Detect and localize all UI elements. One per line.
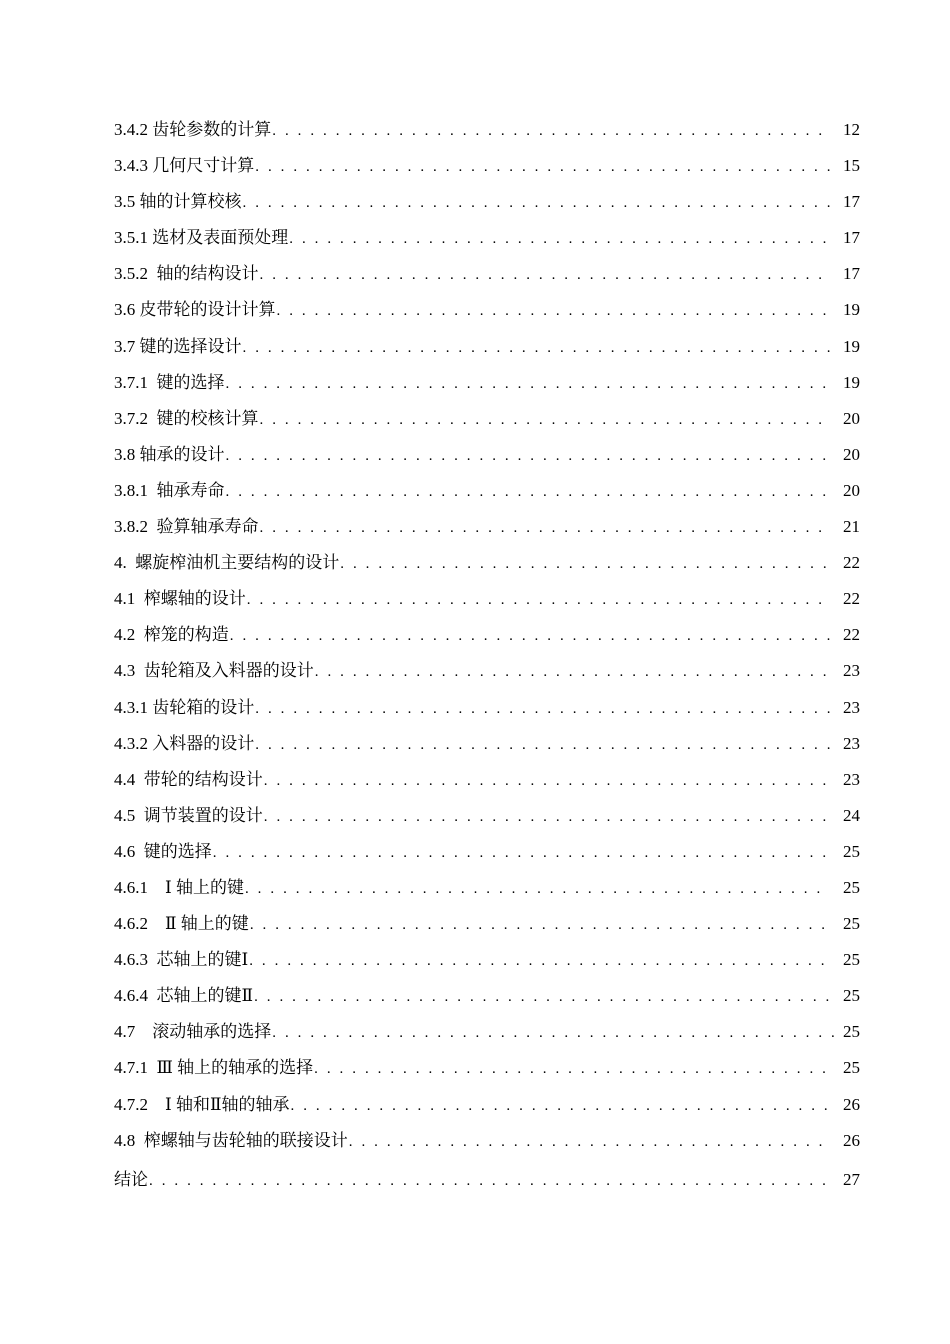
toc-entry-page: 17 (843, 264, 860, 284)
toc-leader (271, 113, 830, 148)
toc-entry-page: 22 (843, 553, 860, 573)
toc-entry-page: 25 (843, 950, 860, 970)
toc-entry-page: 20 (843, 444, 860, 464)
toc-entry-page: 20 (843, 408, 860, 428)
toc-entry[interactable] (114, 690, 860, 726)
toc-entry[interactable] (114, 256, 860, 292)
toc-entry-page: 15 (843, 156, 860, 176)
toc-entry-title: 4.7 滚动轴承的选择 (114, 1022, 272, 1042)
table-of-contents (114, 112, 860, 1198)
toc-entry[interactable] (114, 473, 860, 509)
toc-entry-title: 3.8.2 验算轴承寿命 (114, 517, 259, 537)
toc-entry[interactable] (114, 762, 860, 798)
toc-entry[interactable] (114, 112, 860, 148)
toc-entry-title: 3.7 键的选择设计 (114, 336, 242, 356)
toc-entry-page: 23 (843, 697, 860, 717)
toc-entry-page: 19 (843, 336, 860, 356)
toc-entry[interactable] (114, 617, 860, 653)
toc-entry-title: 4.6.4 芯轴上的键Ⅱ (114, 986, 254, 1006)
toc-entry-title: 3.7.2 键的校核计算 (114, 408, 259, 428)
toc-leader (276, 293, 831, 328)
toc-entry-page: 12 (843, 120, 860, 139)
toc-entry[interactable] (114, 1050, 860, 1086)
toc-leader (225, 366, 831, 401)
toc-entry-title: 4.2 榨笼的构造 (114, 625, 229, 645)
toc-entry-page: 20 (843, 480, 860, 500)
toc-entry[interactable] (114, 726, 860, 762)
toc-entry-page: 21 (843, 517, 860, 537)
toc-entry[interactable] (114, 365, 860, 401)
toc-entry-page: 25 (843, 986, 860, 1006)
toc-entry[interactable] (114, 545, 860, 581)
toc-entry[interactable] (114, 798, 860, 834)
toc-entry-title: 3.8.1 轴承寿命 (114, 480, 225, 500)
toc-entry-title: 3.8 轴承的设计 (114, 444, 225, 464)
toc-leader (259, 257, 831, 292)
toc-entry-title: 4.7.2 Ⅰ 轴和Ⅱ轴的轴承 (114, 1094, 290, 1114)
toc-entry-page: 26 (843, 1130, 860, 1150)
toc-leader (249, 907, 830, 942)
toc-entry-page: 25 (843, 914, 860, 934)
toc-entry[interactable] (114, 148, 860, 184)
toc-entry[interactable] (114, 870, 860, 906)
toc-entry-page: 23 (843, 733, 860, 753)
toc-leader (290, 1088, 830, 1123)
toc-entry-page: 26 (843, 1094, 860, 1114)
toc-entry[interactable] (114, 1162, 860, 1198)
toc-entry-page: 25 (843, 1058, 860, 1078)
toc-entry-title: 4.6.2 Ⅱ 轴上的键 (114, 914, 249, 934)
toc-leader (263, 763, 830, 798)
toc-entry-page: 25 (843, 877, 860, 897)
toc-leader (242, 185, 831, 220)
toc-leader (254, 149, 830, 184)
toc-leader (263, 799, 830, 834)
toc-entry-title: 4.7.1 Ⅲ 轴上的轴承的选择 (114, 1058, 314, 1078)
toc-entry-title: 3.7.1 键的选择 (114, 372, 225, 392)
toc-entry-page: 27 (843, 1169, 860, 1189)
toc-leader (348, 1124, 830, 1159)
toc-leader (288, 221, 830, 256)
toc-leader (254, 727, 830, 762)
toc-entry-title: 4.1 榨螺轴的设计 (114, 589, 246, 609)
toc-entry-title: 4.3 齿轮箱及入料器的设计 (114, 661, 314, 681)
toc-entry-page: 22 (843, 589, 860, 609)
toc-leader (242, 330, 831, 365)
toc-leader (148, 1163, 830, 1198)
toc-leader (259, 510, 831, 545)
toc-entry[interactable] (114, 509, 860, 545)
toc-entry-page: 24 (843, 805, 860, 825)
toc-leader (313, 1051, 830, 1086)
toc-entry[interactable] (114, 906, 860, 942)
toc-entry-title: 4.3.2 入料器的设计 (114, 733, 255, 753)
toc-entry-page: 23 (843, 769, 860, 789)
toc-leader (229, 618, 830, 653)
toc-leader (244, 871, 830, 906)
toc-leader (259, 402, 831, 437)
toc-entry[interactable] (114, 1123, 860, 1159)
toc-entry-page: 19 (843, 300, 860, 320)
toc-entry[interactable] (114, 1014, 860, 1050)
toc-entry-title: 4.6.3 芯轴上的键Ⅰ (114, 950, 249, 970)
toc-entry[interactable] (114, 220, 860, 256)
toc-entry-title: 4.8 榨螺轴与齿轮轴的联接设计 (114, 1130, 348, 1150)
toc-leader (271, 1015, 836, 1050)
toc-entry-title: 3.5 轴的计算校核 (114, 192, 242, 212)
toc-entry[interactable] (114, 437, 860, 473)
toc-entry[interactable] (114, 834, 860, 870)
toc-entry-title: 3.5.1 选材及表面预处理 (114, 228, 289, 248)
toc-leader (314, 654, 830, 689)
toc-entry-title: 3.6 皮带轮的设计计算 (114, 300, 276, 320)
toc-entry[interactable] (114, 292, 860, 328)
toc-leader (212, 835, 830, 870)
toc-leader (253, 979, 830, 1014)
toc-entry[interactable] (114, 581, 860, 617)
toc-entry-page: 17 (843, 192, 860, 212)
toc-entry[interactable] (114, 401, 860, 437)
toc-entry-title: 结论 (114, 1169, 148, 1189)
toc-entry-page: 23 (843, 661, 860, 681)
toc-leader (225, 474, 831, 509)
toc-leader (339, 546, 830, 581)
toc-leader (225, 438, 831, 473)
toc-leader (246, 582, 830, 617)
toc-entry[interactable] (114, 1087, 860, 1123)
toc-entry-title: 4.6.1 Ⅰ 轴上的键 (114, 877, 244, 897)
toc-entry-page: 17 (843, 228, 860, 248)
toc-leader (248, 943, 830, 978)
toc-entry[interactable] (114, 978, 860, 1014)
toc-entry-page: 25 (843, 841, 860, 861)
toc-entry-title: 4.5 调节装置的设计 (114, 805, 263, 825)
toc-entry-page: 19 (843, 372, 860, 392)
toc-entry-title: 4.4 带轮的结构设计 (114, 769, 263, 789)
toc-entry-title: 3.4.2 齿轮参数的计算 (114, 120, 272, 139)
toc-entry[interactable] (114, 184, 860, 220)
toc-entry[interactable] (114, 653, 860, 689)
toc-entry[interactable] (114, 329, 860, 365)
toc-entry-title: 3.5.2 轴的结构设计 (114, 264, 259, 284)
toc-entry-title: 4. 螺旋榨油机主要结构的设计 (114, 553, 340, 573)
toc-entry[interactable] (114, 942, 860, 978)
toc-entry-page: 22 (843, 625, 860, 645)
toc-leader (254, 691, 830, 726)
toc-entry-title: 3.4.3 几何尺寸计算 (114, 156, 255, 176)
toc-entry-title: 4.6 键的选择 (114, 841, 212, 861)
toc-entry-title: 4.3.1 齿轮箱的设计 (114, 697, 255, 717)
toc-entry-page: 25 (843, 1022, 860, 1042)
